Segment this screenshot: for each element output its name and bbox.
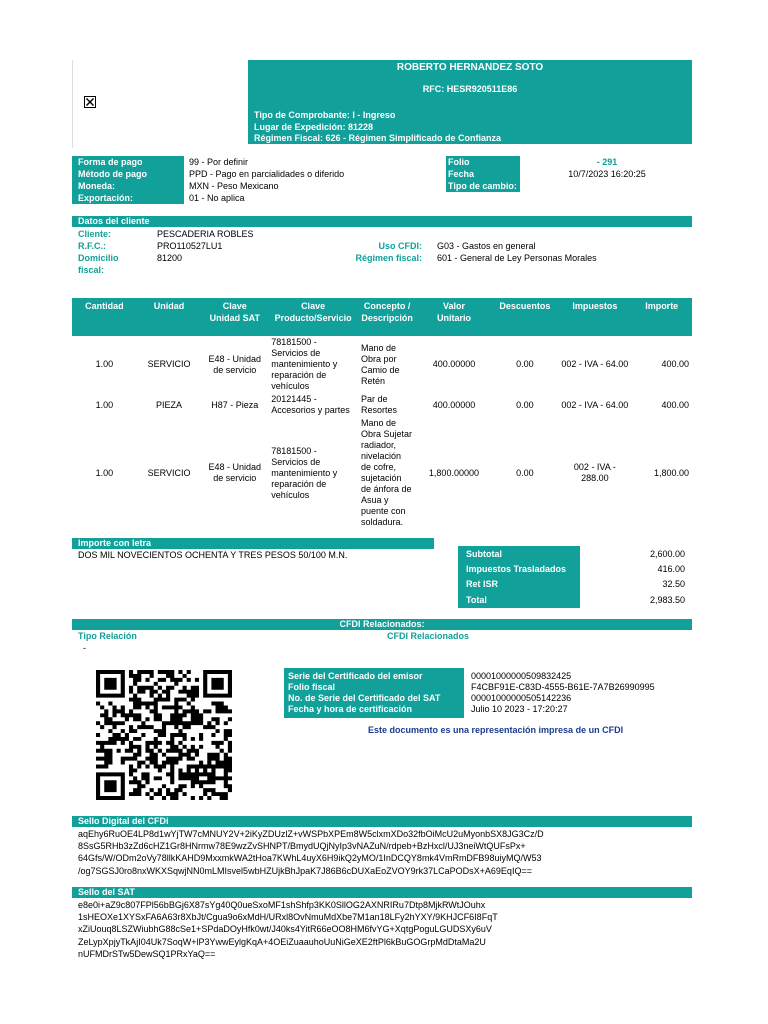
issuer-rfc: RFC: HESR920511E86 — [422, 84, 518, 94]
lugar-expedicion: Lugar de Expedición: 81228 — [254, 122, 374, 132]
cell-impuestos: 002 - IVA - 64.00 — [561, 399, 629, 410]
cell-descuentos: 0.00 — [516, 467, 534, 478]
col-cantidad: Cantidad — [72, 298, 137, 336]
trasladados-value: 416.00 — [657, 564, 685, 574]
cfdi-relacionados-title: CFDI Relacionados: — [339, 619, 425, 629]
serie-sat-label: No. de Serie del Certificado del SAT — [288, 693, 441, 703]
folio-value: - 291 — [596, 157, 618, 167]
qr-modules — [96, 670, 232, 800]
cell-clave-producto: 78181500 - Servicios de mantenimiento y reparación de vehículos — [271, 337, 338, 391]
issuer-header — [248, 60, 692, 144]
certificado-labels — [284, 668, 464, 718]
cfdi-leyenda: Este documento es una representación impresa de un CFDI — [368, 725, 624, 735]
issuer-name: ROBERTO HERNANDEZ SOTO — [396, 62, 544, 73]
fecha-certificacion-value: Julio 10 2023 - 17:20:27 — [471, 704, 568, 714]
importe-letra-bar — [72, 538, 434, 549]
cell-descuentos: 0.00 — [516, 399, 534, 410]
sello-cfdi-line: 8SsG5RHb3zZd6cHZ1Gr8HNrmw78E9wzZvSHNPT/BmydUQjNyIp3vNAZuN/rdpeb+BzHxcl/UJ3neiWtQUFsPx+ — [78, 841, 526, 852]
fecha-label: Fecha — [448, 169, 475, 179]
moneda-value: MXN - Peso Mexicano — [189, 181, 279, 191]
cell-valor-unitario: 400.00000 — [432, 359, 476, 369]
sello-sat-line: xZiUouq8LSZWiubhG88cSe1+SPdaDOyHfk0wt/J40ks4YitR66eOO8HM6fvYG+XqtgPoguLGUDSXy6uV — [78, 924, 492, 935]
col-clave-unidad: Clave Unidad SAT — [201, 298, 268, 336]
cell-clave-unidad: E48 - Unidad de servicio — [208, 462, 262, 483]
col-clave-producto: Clave Producto/Servicio — [268, 298, 358, 336]
table-row — [72, 336, 692, 393]
cfdi-relacionados-label: CFDI Relacionados — [387, 631, 470, 641]
cliente-label: Cliente: — [78, 229, 112, 239]
cell-unidad: SERVICIO — [147, 467, 191, 478]
forma-pago-value: 99 - Por definir — [189, 157, 249, 167]
tipo-relacion-value: - — [83, 643, 86, 653]
ret-isr-value: 32.50 — [662, 579, 685, 589]
sello-sat-text — [78, 899, 498, 960]
cell-clave-unidad: H87 - Pieza — [211, 399, 259, 410]
sello-cfdi-line: aqEhy6RuOE4LP8d1wYjTW7cMNUY2V+2iKyZDUzlZ+vWSPbXPEm8W5clxmXDo32fbOiMcU2uMyonbSX8JG3Cz/D — [78, 829, 544, 839]
tipo-comprobante: Tipo de Comprobante: I - Ingreso — [254, 110, 396, 120]
cell-valor-unitario: 400.00000 — [432, 399, 476, 410]
metodo-pago-value: PPD - Pago en parcialidades o diferido — [189, 169, 345, 179]
uso-cfdi-value: G03 - Gastos en general — [437, 241, 536, 251]
sello-cfdi-title: Sello Digital del CFDi — [78, 816, 169, 826]
pago-labels — [72, 156, 184, 204]
cell-cantidad: 1.00 — [95, 359, 114, 369]
qr-code — [96, 670, 232, 800]
sello-sat-title: Sello del SAT — [78, 887, 135, 897]
serie-emisor-label: Serie del Certificado del emisor — [288, 671, 423, 681]
items-table — [72, 298, 692, 529]
forma-pago-label: Forma de pago — [78, 157, 143, 167]
col-concepto: Concepto / Descripción — [358, 298, 416, 336]
sello-sat-line: ZeLypXpjyTkAjI04Uk7SoqW+lP3YwwEylgKqA+4OEiZuaauhoUuNiGeXE2ftPl6kBuGOGrpMdDtaMa2U — [78, 936, 486, 947]
importe-letra-value: DOS MIL NOVECIENTOS OCHENTA Y TRES PESOS 50/100 M.N. — [78, 550, 348, 560]
tipo-cambio-label: Tipo de cambio: — [448, 181, 517, 191]
regimen-fiscal: Régimen Fiscal: 626 - Régimen Simplificado de Confianza — [254, 133, 502, 143]
serie-sat-value: 00001000000505142236 — [471, 693, 572, 703]
total-label: Total — [466, 595, 487, 605]
ret-isr-label: Ret ISR — [466, 579, 499, 589]
cell-importe: 400.00 — [661, 359, 689, 369]
importe-letra-label: Importe con letra — [78, 538, 152, 548]
folio-label: Folio — [448, 157, 470, 167]
sello-sat-line: e8e0i+aZ9c807FPl56bBGj6X87sYg40Q0ueSxoMF1shShfp3KK0SllOG2AXNRIRu7Dtp8MjkRWtJOuhx — [78, 900, 486, 910]
cell-descuentos: 0.00 — [516, 359, 534, 369]
sello-cfdi-text — [78, 828, 544, 877]
totales-labels — [458, 546, 580, 608]
subtotal-label: Subtotal — [466, 549, 502, 559]
metodo-pago-label: Método de pago — [78, 169, 147, 179]
uso-cfdi-label: Uso CFDI: — [378, 241, 422, 251]
table-row — [72, 417, 692, 529]
cell-clave-producto: 78181500 - Servicios de mantenimiento y reparación de vehículos — [271, 445, 338, 500]
cliente-rfc-value: PRO110527LU1 — [157, 241, 223, 251]
regimen-cliente-label: Régimen fiscal: — [355, 253, 422, 263]
cell-valor-unitario: 1,800.00000 — [428, 467, 479, 478]
cell-clave-producto: 20121445 - Accesorios y partes — [271, 394, 350, 415]
cliente-value: PESCADERIA ROBLES — [157, 229, 254, 239]
subtotal-value: 2,600.00 — [649, 549, 685, 559]
col-unidad: Unidad — [137, 298, 202, 336]
cliente-section-bar — [72, 216, 692, 227]
cell-concepto: Mano de Obra por Camio de Retén — [360, 342, 400, 386]
cell-unidad: PIEZA — [156, 399, 183, 410]
qr-code-graphic — [96, 670, 232, 800]
cell-impuestos: 002 - IVA - 64.00 — [561, 359, 629, 369]
logo-box — [72, 60, 73, 148]
cell-importe: 400.00 — [661, 399, 689, 410]
domicilio-value: 81200 — [157, 253, 183, 263]
cell-concepto: Mano de Obra Sujetar radiador, nivelación de cofre, sujetación de ánfora de Asua y puente con soldadura. — [360, 418, 412, 527]
domicilio-label-2: fiscal: — [78, 265, 105, 275]
sello-sat-line: nUFMDrSTw5DewSQ1PRxYaQ== — [78, 948, 216, 959]
serie-emisor-value: 00001000000509832425 — [471, 671, 572, 681]
cell-concepto: Par de Resortes — [360, 394, 397, 415]
tipo-relacion-label: Tipo Relación — [78, 631, 137, 641]
fecha-certificacion-label: Fecha y hora de certificación — [288, 704, 413, 714]
table-row — [72, 393, 692, 417]
col-importe: Importe — [631, 298, 692, 336]
col-valor-unitario: Valor Unitario — [416, 298, 491, 336]
moneda-label: Moneda: — [78, 181, 115, 191]
cell-impuestos: 002 - IVA - 288.00 — [573, 462, 616, 483]
folio-fiscal-label: Folio fiscal — [288, 682, 336, 692]
regimen-cliente-value: 601 - General de Ley Personas Morales — [437, 253, 597, 263]
cell-clave-unidad: E48 - Unidad de servicio — [208, 353, 262, 375]
cell-cantidad: 1.00 — [95, 467, 114, 478]
cell-unidad: SERVICIO — [147, 359, 191, 369]
total-value: 2,983.50 — [649, 595, 685, 605]
broken-image-icon — [84, 96, 96, 108]
col-impuestos: Impuestos — [558, 298, 631, 336]
exportacion-value: 01 - No aplica — [189, 193, 245, 203]
sello-cfdi-bar — [72, 816, 692, 827]
sello-cfdi-line: 64Gfs/W/ODm2oVy78llkKAHD9MxxmkWA2tHoa7KWhL4uyX6H9ikQ2yMO/1InDCQY8mk4VmRmDFB98uiyMQ/W53 — [78, 853, 542, 864]
fecha-value: 10/7/2023 16:20:25 — [568, 169, 646, 179]
sello-cfdi-line: /og7SGSJ0ro8nxWKXSqwjNN0mLMIsvel5wbHZUjkBhJpaK7J86B6cDUXaEoZVOY9rk37LCaPODsX+A69EqIQ== — [78, 865, 532, 876]
sello-sat-bar — [72, 887, 692, 898]
domicilio-label: Domicilio — [78, 253, 119, 263]
cliente-rfc-label: R.F.C.: — [78, 241, 106, 251]
cell-importe: 1,800.00 — [653, 467, 689, 478]
cell-cantidad: 1.00 — [95, 399, 114, 410]
trasladados-label: Impuestos Trasladados — [466, 564, 567, 574]
cfdi-relacionados-bar — [72, 619, 692, 630]
folio-fiscal-value: F4CBF91E-C83D-4555-B61E-7A7B26990995 — [471, 682, 655, 692]
cliente-section-title: Datos del cliente — [78, 216, 150, 226]
table-header-row — [72, 298, 692, 336]
sello-sat-line: 1sHEOXe1XYSxFA6A63r8XbJt/Cgua9o6xMdH/URxl8OvNmuMdXbe7M1an18LFy2hYXY/9KHJCF6I8FqT — [78, 912, 498, 923]
col-descuentos: Descuentos — [492, 298, 559, 336]
exportacion-label: Exportación: — [78, 193, 134, 203]
